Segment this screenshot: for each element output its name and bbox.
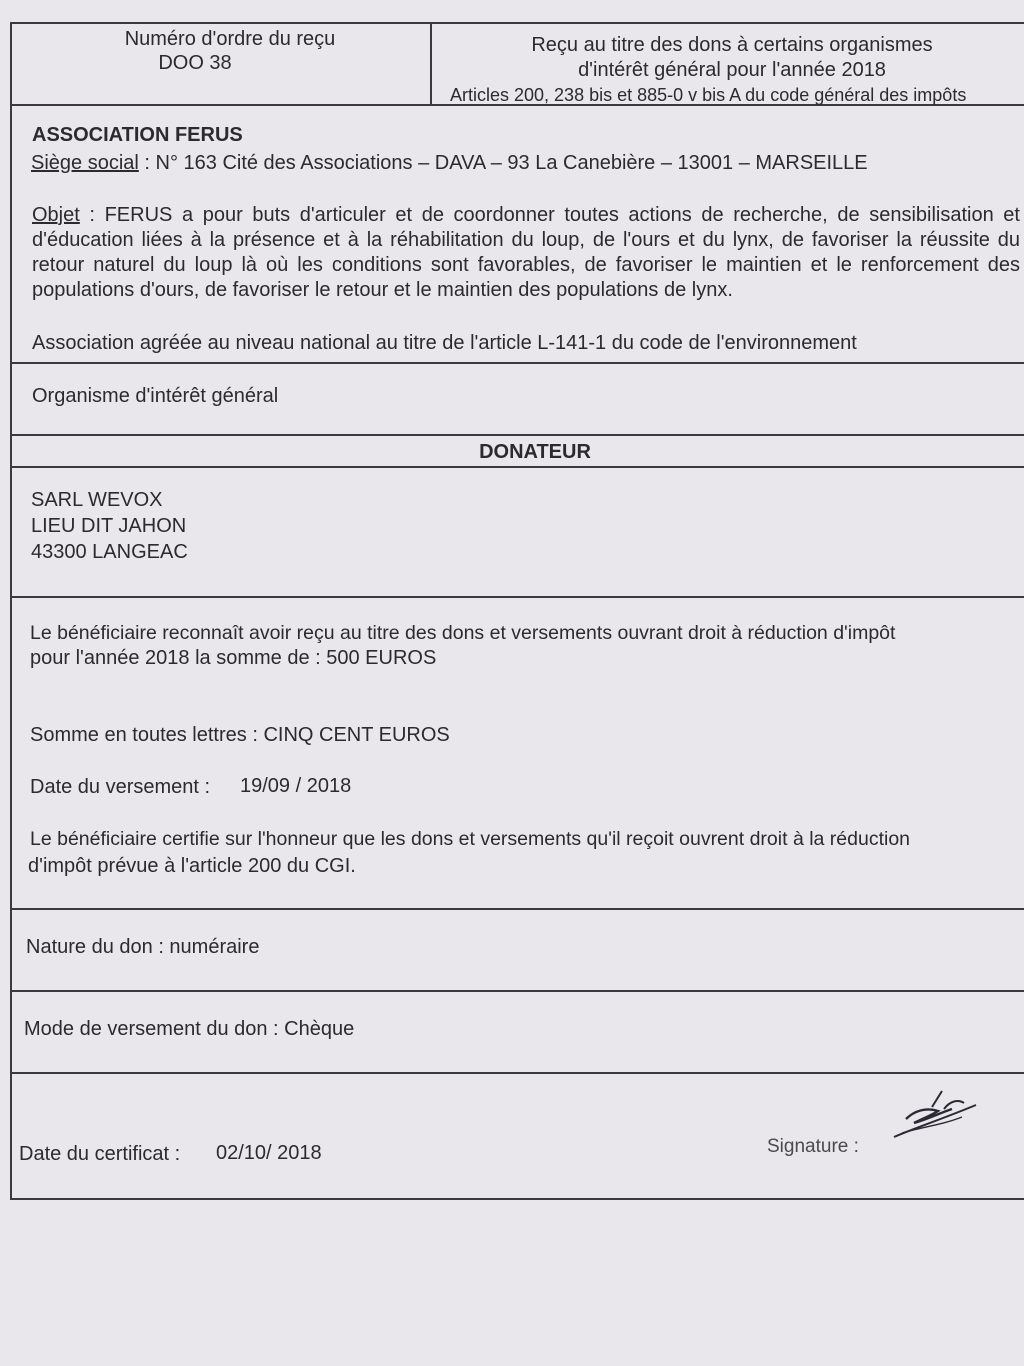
header-divider xyxy=(430,24,432,106)
rule-approval xyxy=(12,362,1024,364)
association-seat xyxy=(31,150,868,176)
receipt-number: DOO 38 xyxy=(158,52,232,74)
rule-nature xyxy=(12,990,1024,992)
certificate-date-label: Date du certificat : xyxy=(19,1143,181,1165)
acknowledgement-line1: Le bénéficiaire reconnaît avoir reçu au titre des dons et versements ouvrant droit à réduction d'impôt xyxy=(30,622,896,644)
donor-address-line2: 43300 LANGEAC xyxy=(31,541,188,563)
rule-status xyxy=(12,434,1024,436)
object-label: Objet xyxy=(32,204,80,226)
acknowledgement-line2: pour l'année 2018 la somme de : 500 EUROS xyxy=(30,647,437,669)
signature-label: Signature : xyxy=(767,1136,859,1157)
payment-date-label: Date du versement : xyxy=(30,776,211,798)
object-text: : FERUS a pour buts d'articuler et de coordonner toutes actions de recherche, de sensibilisation et d'éducation liées à la présence et à la réhabilitation du loup, de l'ours et du lynx, de favoriser la réussite du retour naturel du loup là où les conditions sont favorables, de favoriser le maintien et le renforcement des populations d'ours, de favoriser le retour et le maintien des populations de lynx. xyxy=(32,204,1020,301)
receipt-number-label: Numéro d'ordre du reçu xyxy=(124,28,336,50)
receipt-title-line1: Reçu au titre des dons à certains organismes xyxy=(531,34,933,56)
payment-date: 19/09 / 2018 xyxy=(240,775,352,797)
certify-line2: d'impôt prévue à l'article 200 du CGI. xyxy=(28,855,356,877)
donor-name: SARL WEVOX xyxy=(31,489,163,511)
handwritten-signature xyxy=(892,1085,982,1145)
seat-label: Siège social xyxy=(31,152,139,174)
rule-donor xyxy=(12,596,1024,598)
receipt-articles: Articles 200, 238 bis et 885-0 v bis A du code général des impôts xyxy=(450,85,967,105)
rule-mode xyxy=(12,1072,1024,1074)
association-status: Organisme d'intérêt général xyxy=(32,385,279,407)
certify-line1: Le bénéficiaire certifie sur l'honneur que les dons et versements qu'il reçoit ouvrent droit à la réduction xyxy=(30,828,911,850)
donation-nature: Nature du don : numéraire xyxy=(26,936,260,958)
rule-certify xyxy=(12,908,1024,910)
association-approval: Association agréée au niveau national au titre de l'article L-141-1 du code de l'environnement xyxy=(32,332,857,354)
rule-donor-title xyxy=(12,466,1024,468)
seat-value: : N° 163 Cité des Associations – DAVA – 93 La Canebière – 13001 – MARSEILLE xyxy=(138,152,868,174)
association-object xyxy=(32,203,1020,303)
certificate-date: 02/10/ 2018 xyxy=(216,1142,322,1164)
receipt-title-line2: d'intérêt général pour l'année 2018 xyxy=(578,59,886,81)
donor-address-line1: LIEU DIT JAHON xyxy=(31,515,187,537)
amount-in-words: Somme en toutes lettres : CINQ CENT EUROS xyxy=(30,724,450,746)
association-name: ASSOCIATION FERUS xyxy=(32,124,243,146)
donor-section-title: DONATEUR xyxy=(479,441,591,463)
donation-mode: Mode de versement du don : Chèque xyxy=(24,1018,355,1040)
